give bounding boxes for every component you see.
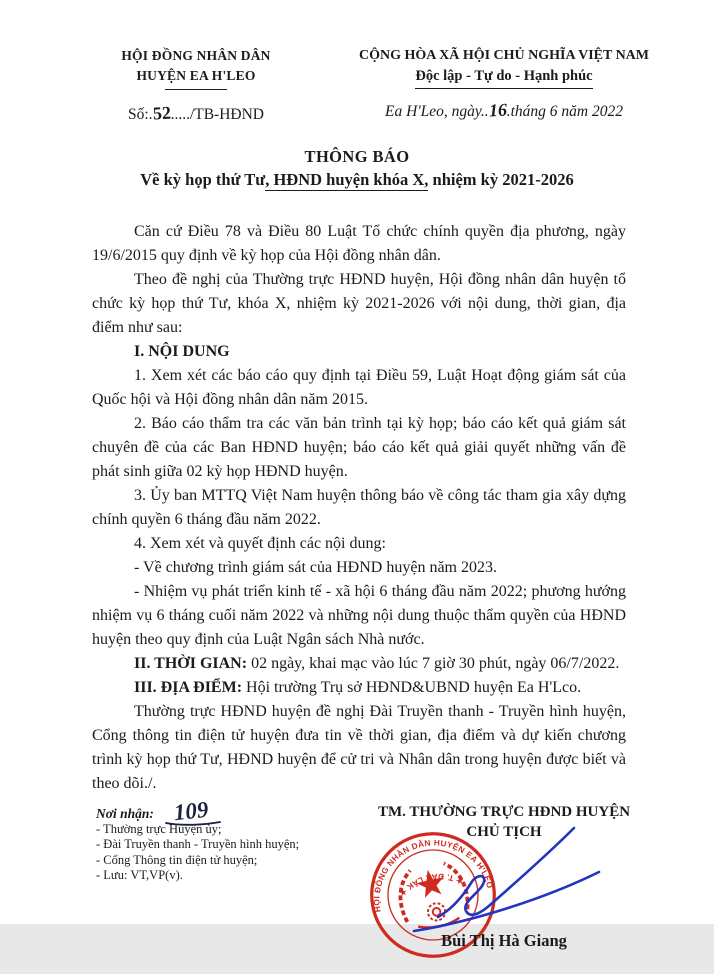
national-header-block bbox=[332, 46, 676, 124]
paragraph-proposal: Theo đề nghị của Thường trực HĐND huyện, Hội đồng nhân dân huyện tổ chức kỳ họp thứ Tư, khóa X, nhiệm kỳ 2021-2026 với nội dung, thời gian, địa điểm như sau: bbox=[92, 271, 626, 336]
content-item-2: 2. Báo cáo thẩm tra các văn bản trình tại kỳ họp; báo cáo kết quả giám sát chuyên đề của các Ban HĐND huyện; báo cáo kết quả giải quyết những vấn đề phát sinh giữa 02 kỳ họp HĐND huyện. bbox=[92, 415, 626, 480]
document-number-prefix: Số:. bbox=[128, 106, 153, 123]
recipient-line: - Thường trực Huyện ủy; bbox=[96, 821, 222, 836]
agency-underline-rule bbox=[165, 89, 227, 90]
section-3-text: Hội trường Trụ sở HĐND&UBND huyện Ea H'Lco. bbox=[242, 679, 582, 696]
seal-text-top: HỘI ĐỒNG NHÂN DÂN HUYỆN EA H'LEO bbox=[372, 838, 495, 913]
issuing-agency-block bbox=[60, 46, 332, 124]
section-2-time bbox=[92, 652, 626, 676]
date-day-handwritten: 16 bbox=[488, 99, 508, 121]
recipient-line: - Lưu: VT,VP(v). bbox=[96, 868, 183, 882]
document-number-handwritten: 52 bbox=[152, 102, 172, 124]
signer-organization: TM. THƯỜNG TRỰC HĐND HUYỆN bbox=[377, 804, 631, 820]
recipients-label: Nơi nhận: bbox=[96, 806, 154, 821]
content-bullet-2: - Nhiệm vụ phát triển kinh tế - xã hội 6 tháng đầu năm 2022; phương hướng nhiệm vụ 6 tháng cuối năm 2022 và những nội dung thuộc thẩm quyền của HĐND huyện theo quy định của Luật Ngân sách Nhà nước. bbox=[92, 583, 626, 648]
section-3-label: III. ĐỊA ĐIỂM: bbox=[134, 679, 243, 696]
national-motto-line2: Độc lập - Tự do - Hạnh phúc bbox=[415, 66, 592, 89]
signature-ink-icon bbox=[392, 812, 622, 942]
document-footer bbox=[0, 796, 714, 972]
date-prefix: Ea H'Leo, ngày.. bbox=[385, 103, 489, 120]
paragraph-broadcast-request: Thường trực HĐND huyện đề nghị Đài Truyền thanh - Truyền hình huyện, Cổng thông tin điện tử huyện đưa tin về thời gian, địa điểm và dự kiến chương trình kỳ họp thứ Tư, HĐND huyện để cử tri và Nhân dân trong huyện được biết và theo dõi./. bbox=[92, 703, 626, 792]
signature-flourish-stroke bbox=[465, 828, 574, 915]
agency-name-line2: HUYỆN EA H'LEO bbox=[136, 68, 256, 83]
content-item-3: 3. Ủy ban MTTQ Việt Nam huyện thông báo về công tác tham gia xây dựng chính quyền 6 tháng đầu năm 2022. bbox=[92, 487, 626, 528]
signer-name: Bùi Thị Hà Giang bbox=[441, 931, 567, 950]
subtitle-underlined: , HĐND huyện khóa X, bbox=[265, 170, 429, 189]
date-suffix: .tháng 6 năm 2022 bbox=[506, 103, 623, 120]
paragraph-legal-basis: Căn cứ Điều 78 và Điều 80 Luật Tổ chức chính quyền địa phương, ngày 19/6/2015 quy định về kỳ họp của Hội đồng nhân dân. bbox=[92, 223, 626, 264]
handwritten-note-text: 109 bbox=[172, 796, 210, 826]
section-3-venue bbox=[92, 676, 626, 700]
content-bullet-1: - Về chương trình giám sát của HĐND huyện năm 2023. bbox=[134, 559, 497, 576]
seal-text-bottom: ★ T. ĐẮK LẮK ★ bbox=[396, 871, 466, 899]
signature-underline-stroke bbox=[414, 872, 599, 931]
section-2-label: II. THỜI GIAN: bbox=[134, 655, 248, 672]
document-subtitle bbox=[0, 168, 714, 192]
document-number-suffix: ...../TB-HĐND bbox=[170, 106, 264, 123]
signature-loop-stroke bbox=[438, 876, 484, 917]
subtitle-post: nhiệm kỳ 2021-2026 bbox=[428, 170, 574, 189]
agency-name-line1: HỘI ĐỒNG NHÂN DÂN bbox=[121, 48, 271, 63]
recipient-line: - Đài Truyền thanh - Truyền hình huyện; bbox=[96, 837, 300, 851]
place-date-line bbox=[332, 100, 676, 121]
signer-title: CHỦ TỊCH bbox=[466, 824, 542, 840]
section-1-heading: I. NỘI DUNG bbox=[134, 343, 230, 360]
handwritten-note-icon bbox=[164, 792, 228, 834]
section-2-text: 02 ngày, khai mạc vào lúc 7 giờ 30 phút, ngày 06/7/2022. bbox=[247, 655, 620, 672]
title-block bbox=[0, 146, 714, 192]
recipient-line: - Cổng Thông tin điện tử huyện; bbox=[96, 852, 258, 867]
document-title: THÔNG BÁO bbox=[304, 147, 410, 166]
document-body bbox=[0, 220, 714, 796]
content-item-4: 4. Xem xét và quyết định các nội dung: bbox=[134, 535, 386, 552]
document-number-line bbox=[60, 103, 332, 124]
document-header bbox=[0, 0, 714, 124]
subtitle-pre: Về kỳ họp thứ Tư bbox=[140, 170, 266, 189]
national-motto-line1: CỘNG HÒA XÃ HỘI CHỦ NGHĨA VIỆT NAM bbox=[358, 48, 649, 63]
content-item-1: 1. Xem xét các báo cáo quy định tại Điều 59, Luật Hoạt động giám sát của Quốc hội và Hội đồng nhân dân năm 2015. bbox=[92, 367, 626, 408]
